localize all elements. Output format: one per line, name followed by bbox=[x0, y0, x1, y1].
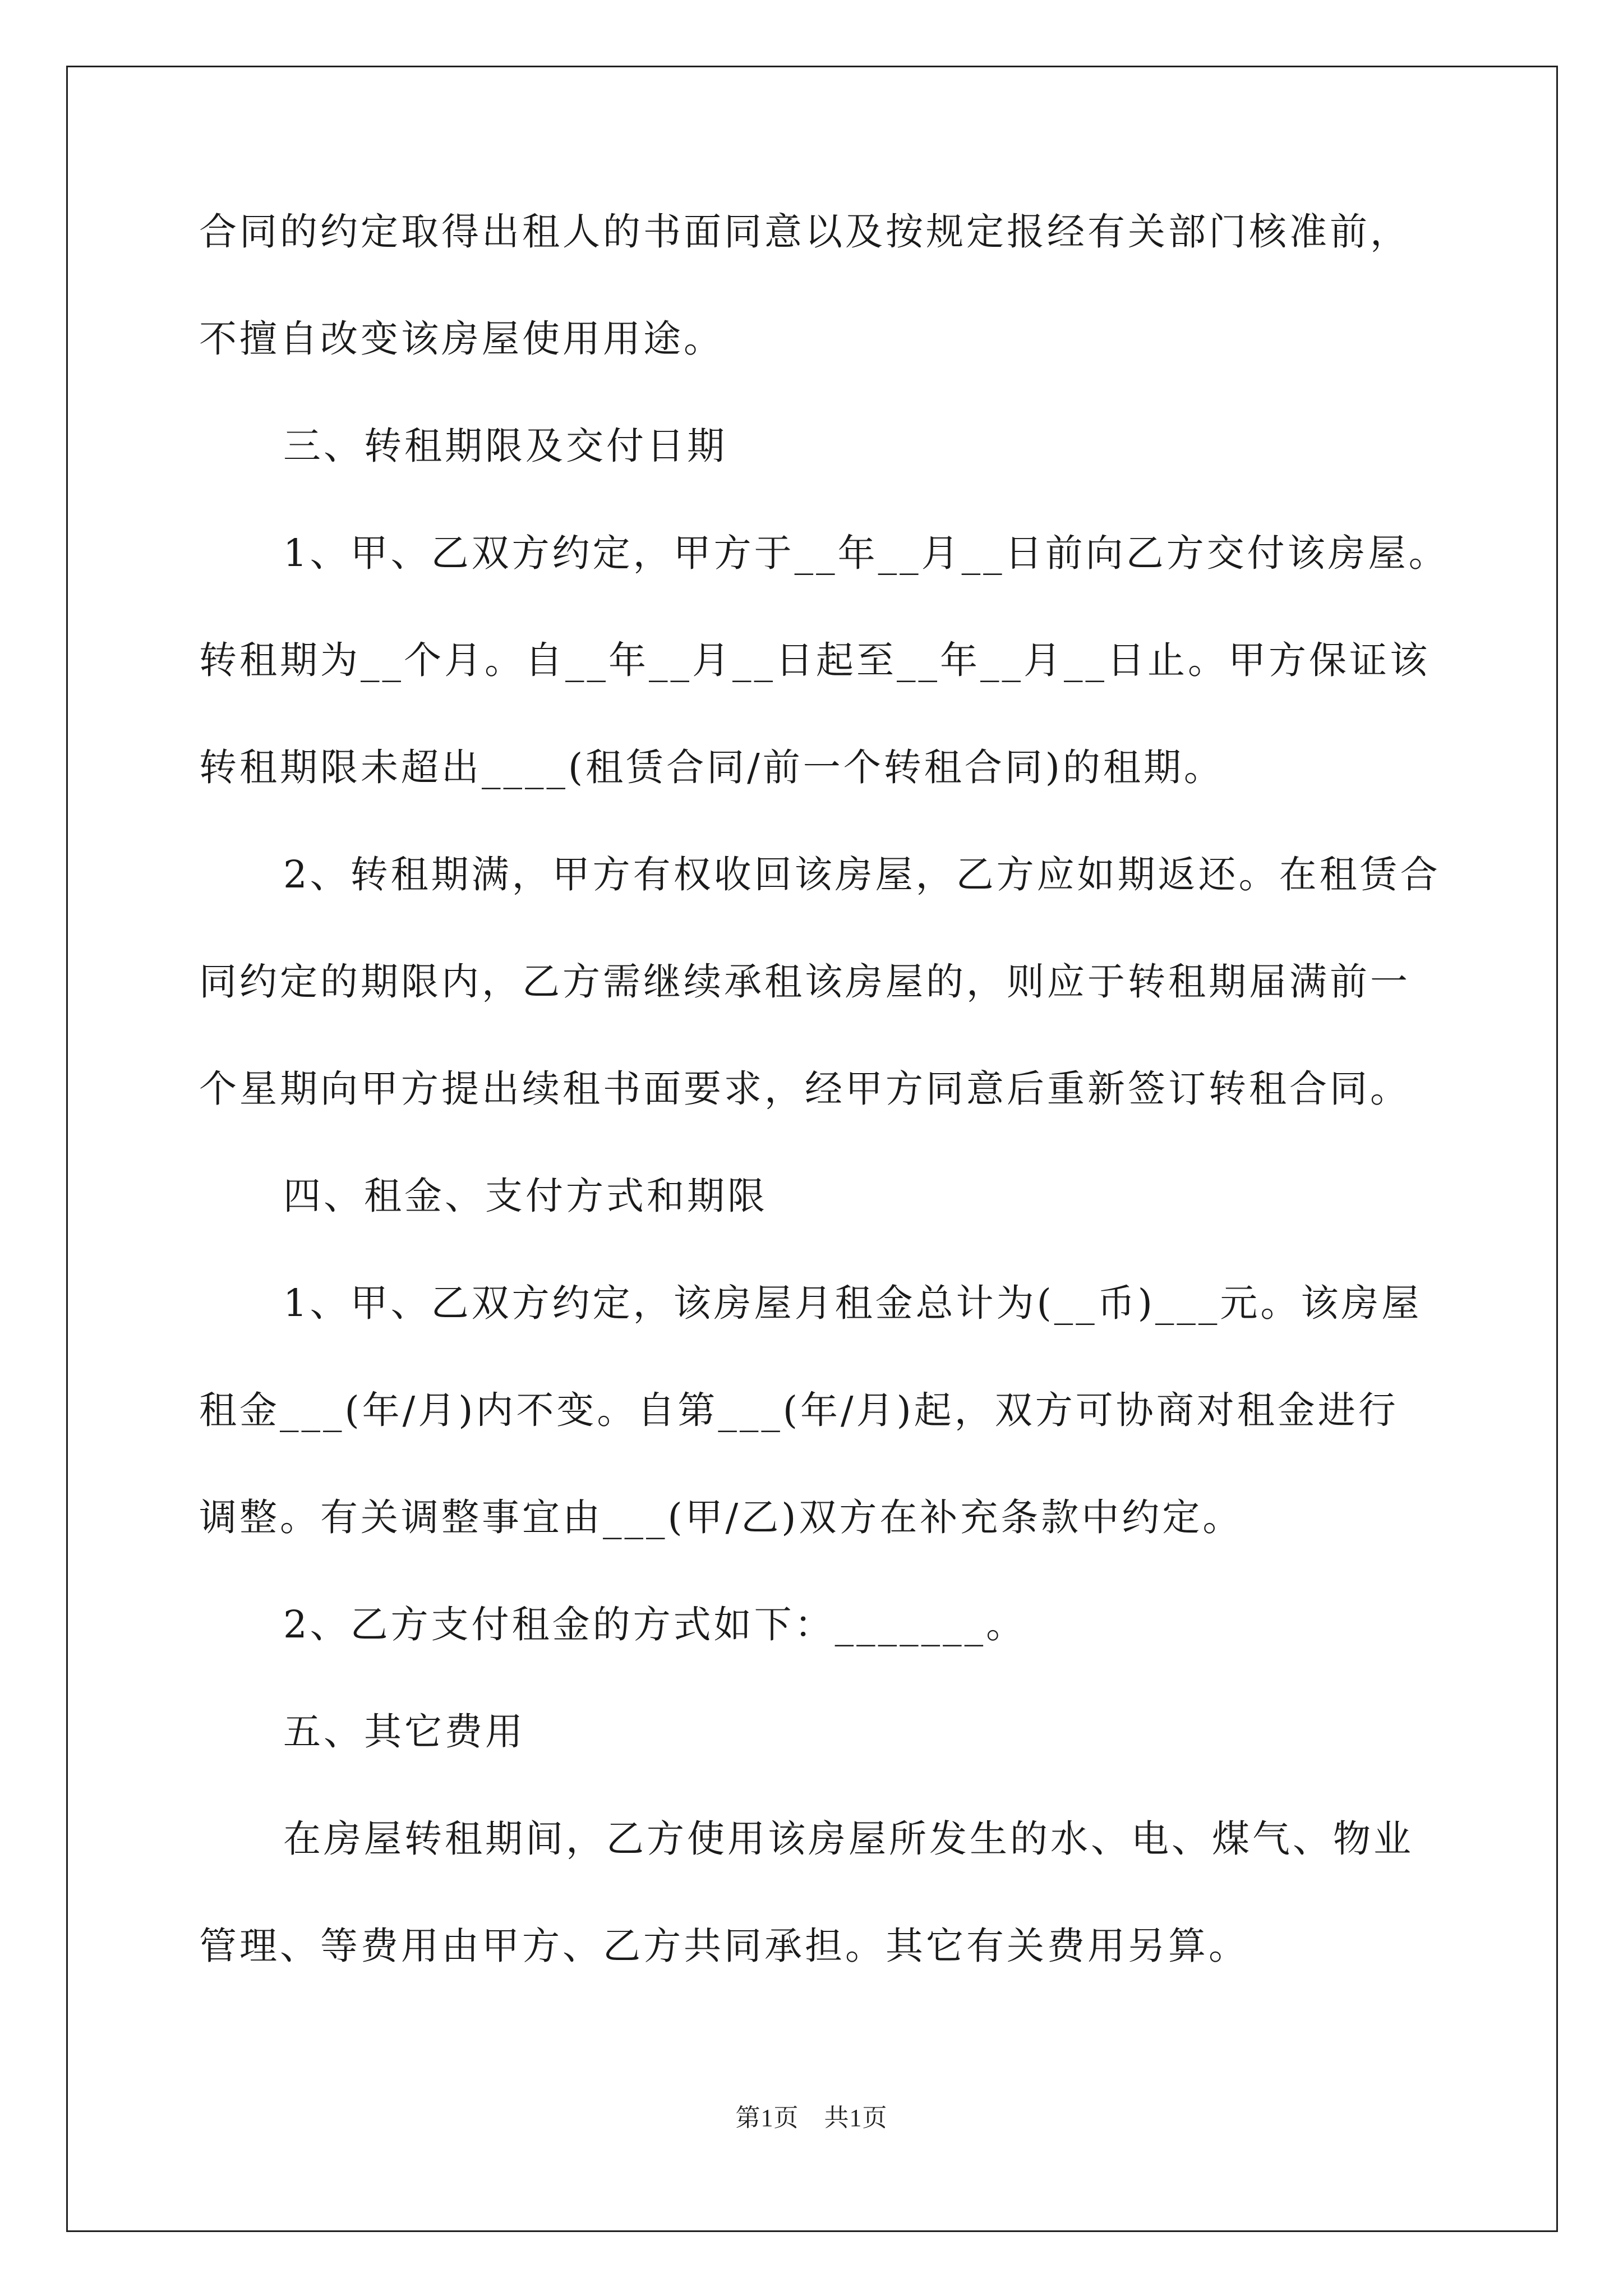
body-line: 2、转租期满，甲方有权收回该房屋，乙方应如期返还。在租赁合 bbox=[283, 853, 1441, 896]
body-line: 同约定的期限内，乙方需继续承租该房屋的，则应于转租期届满前一 bbox=[199, 960, 1410, 1004]
document-body bbox=[199, 210, 1449, 2035]
body-line: 1、甲、乙双方约定，甲方于__年__月__日前向乙方交付该房屋。 bbox=[283, 531, 1449, 575]
body-line: 管理、等费用由甲方、乙方共同承担。其它有关费用另算。 bbox=[199, 1924, 1249, 1968]
body-line: 合同的约定取得出租人的书面同意以及按规定报经有关部门核准前， bbox=[199, 210, 1410, 254]
section-heading: 五、其它费用 bbox=[283, 1710, 525, 1754]
body-line: 租金___(年/月)内不变。自第___(年/月)起，双方可协商对租金进行 bbox=[199, 1388, 1399, 1432]
body-line: 在房屋转租期间，乙方使用该房屋所发生的水、电、煤气、物业 bbox=[283, 1817, 1414, 1861]
body-line: 2、乙方支付租金的方式如下：_______。 bbox=[283, 1603, 1027, 1646]
body-line: 调整。有关调整事宜由___(甲/乙)双方在补充条款中约定。 bbox=[199, 1496, 1243, 1539]
section-heading: 四、租金、支付方式和期限 bbox=[283, 1174, 768, 1218]
body-line: 转租期为__个月。自__年__月__日起至__年__月__日止。甲方保证该 bbox=[199, 638, 1430, 682]
body-line: 不擅自改变该房屋使用用途。 bbox=[199, 317, 724, 361]
body-line: 转租期限未超出____(租赁合同/前一个转租合同)的租期。 bbox=[199, 746, 1224, 789]
body-line: 个星期向甲方提出续租书面要求，经甲方同意后重新签订转租合同。 bbox=[199, 1067, 1410, 1111]
page-number-footer: 第1页 共1页 bbox=[735, 2104, 888, 2132]
section-heading: 三、转租期限及交付日期 bbox=[283, 424, 727, 468]
body-line: 1、甲、乙双方约定，该房屋月租金总计为(__币)___元。该房屋 bbox=[283, 1281, 1422, 1325]
